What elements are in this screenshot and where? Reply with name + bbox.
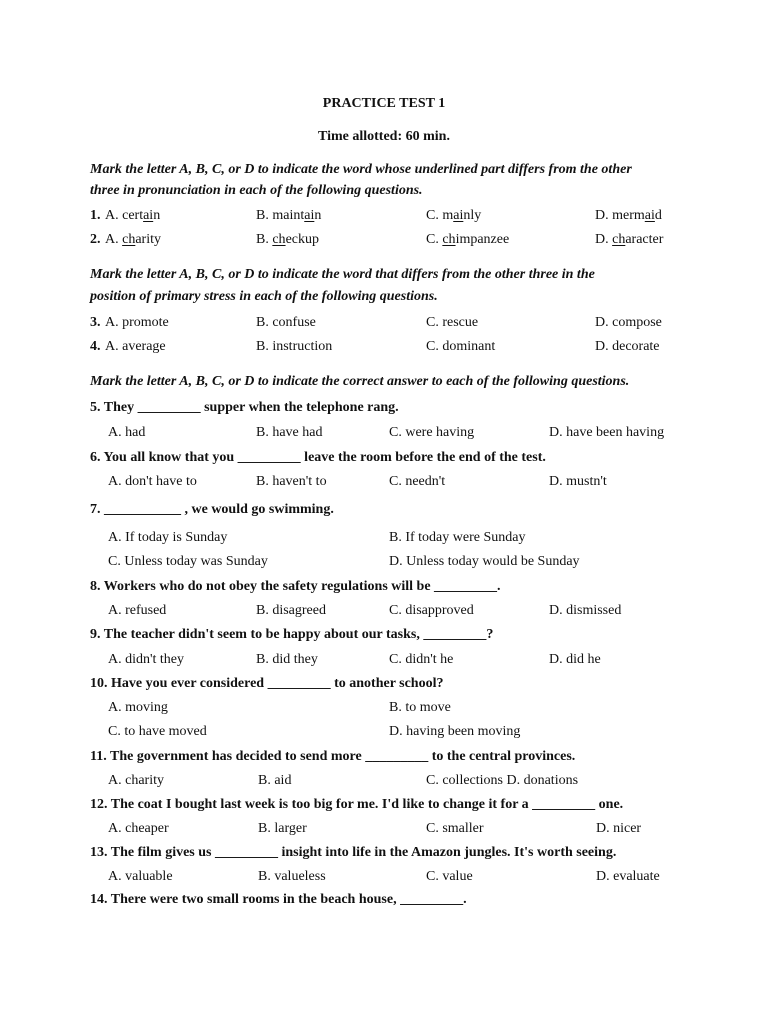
option-b: B. larger xyxy=(258,821,307,836)
option-d: D. compose xyxy=(595,315,662,330)
option-d: D. Unless today would be Sunday xyxy=(389,554,580,569)
option-a: A. valuable xyxy=(108,869,173,884)
question-stem: 6. You all know that you _________ leave the room before the end of the test. xyxy=(90,450,546,465)
question-stem: 7. ___________ , we would go swimming. xyxy=(90,502,334,517)
option-d: D. evaluate xyxy=(596,869,660,884)
option-a: A. charity xyxy=(108,773,164,788)
option-d: D. character xyxy=(595,232,664,247)
option-b: B. to move xyxy=(389,700,451,715)
option-d: D. nicer xyxy=(596,821,642,836)
option-c: C. to have moved xyxy=(108,724,207,739)
option-c: C. needn't xyxy=(389,474,446,489)
option-b: B. If today were Sunday xyxy=(389,530,526,545)
option-a: A. cheaper xyxy=(108,821,169,836)
option-b: B. confuse xyxy=(256,315,316,330)
time-allotted: Time allotted: 60 min. xyxy=(318,129,450,144)
option-d: D. have been having xyxy=(549,425,665,440)
question-stem: 10. Have you ever considered _________ to another school? xyxy=(90,676,444,691)
option-c: C. rescue xyxy=(426,315,479,330)
question-stem: 11. The government has decided to send more _________ to the central provinces. xyxy=(90,749,576,764)
option-c: C. value xyxy=(426,869,473,884)
option-d: D. mermaid xyxy=(595,208,662,223)
option-c: C. mainly xyxy=(426,208,482,223)
section-instruction: Mark the letter A, B, C, or D to indicate the word that differs from the other three in the xyxy=(90,267,595,282)
option-b: B. maintain xyxy=(256,208,322,223)
option-b: B. instruction xyxy=(256,339,333,354)
option-a: A. moving xyxy=(108,700,168,715)
question-number: 4. xyxy=(90,339,101,354)
option-d: D. mustn't xyxy=(549,474,607,489)
question-stem: 14. There were two small rooms in the beach house, _________. xyxy=(90,892,467,907)
question-stem: 12. The coat I bought last week is too big for me. I'd like to change it for a _________ one. xyxy=(90,797,624,812)
question-stem: 13. The film gives us _________ insight into life in the Amazon jungles. It's worth seeing. xyxy=(90,845,617,860)
section-instruction: Mark the letter A, B, C, or D to indicate the correct answer to each of the following questions. xyxy=(90,374,630,389)
option-a: A. charity xyxy=(105,232,161,247)
option-c: C. smaller xyxy=(426,821,484,836)
option-b: B. aid xyxy=(258,773,292,788)
option-a: A. average xyxy=(105,339,166,354)
option-d: D. decorate xyxy=(595,339,660,354)
option-a: A. don't have to xyxy=(108,474,197,489)
question-number: 2. xyxy=(90,232,101,247)
option-b: B. haven't to xyxy=(256,474,327,489)
option-a: A. refused xyxy=(108,603,167,618)
page-title: PRACTICE TEST 1 xyxy=(322,96,446,111)
option-b: B. have had xyxy=(256,425,323,440)
option-c: C. Unless today was Sunday xyxy=(108,554,268,569)
option-a: A. certain xyxy=(105,208,161,223)
option-a: A. If today is Sunday xyxy=(108,530,228,545)
option-a: A. didn't they xyxy=(108,652,185,667)
option-a: A. promote xyxy=(105,315,169,330)
option-c: C. disapproved xyxy=(389,603,474,618)
option-c: C. chimpanzee xyxy=(426,232,510,247)
question-stem: 9. The teacher didn't seem to be happy about our tasks, _________? xyxy=(90,627,494,642)
section-instruction: Mark the letter A, B, C, or D to indicate the word whose underlined part differs from the other xyxy=(90,162,632,177)
question-stem: 8. Workers who do not obey the safety regulations will be _________. xyxy=(90,579,501,594)
option-a: A. had xyxy=(108,425,146,440)
option-b: B. valueless xyxy=(258,869,326,884)
question-number: 3. xyxy=(90,315,101,330)
option-d: D. having been moving xyxy=(389,724,521,739)
option-d: D. did he xyxy=(549,652,601,667)
option-d: D. dismissed xyxy=(549,603,622,618)
option-c-d: C. collections D. donations xyxy=(426,773,579,788)
option-b: B. checkup xyxy=(256,232,319,247)
option-c: C. didn't he xyxy=(389,652,454,667)
option-c: C. were having xyxy=(389,425,475,440)
option-b: B. disagreed xyxy=(256,603,326,618)
question-number: 1. xyxy=(90,208,101,223)
option-c: C. dominant xyxy=(426,339,496,354)
section-instruction: three in pronunciation in each of the following questions. xyxy=(90,183,423,198)
option-b: B. did they xyxy=(256,652,318,667)
section-instruction: position of primary stress in each of the following questions. xyxy=(90,289,438,304)
question-stem: 5. They _________ supper when the telephone rang. xyxy=(90,400,399,415)
